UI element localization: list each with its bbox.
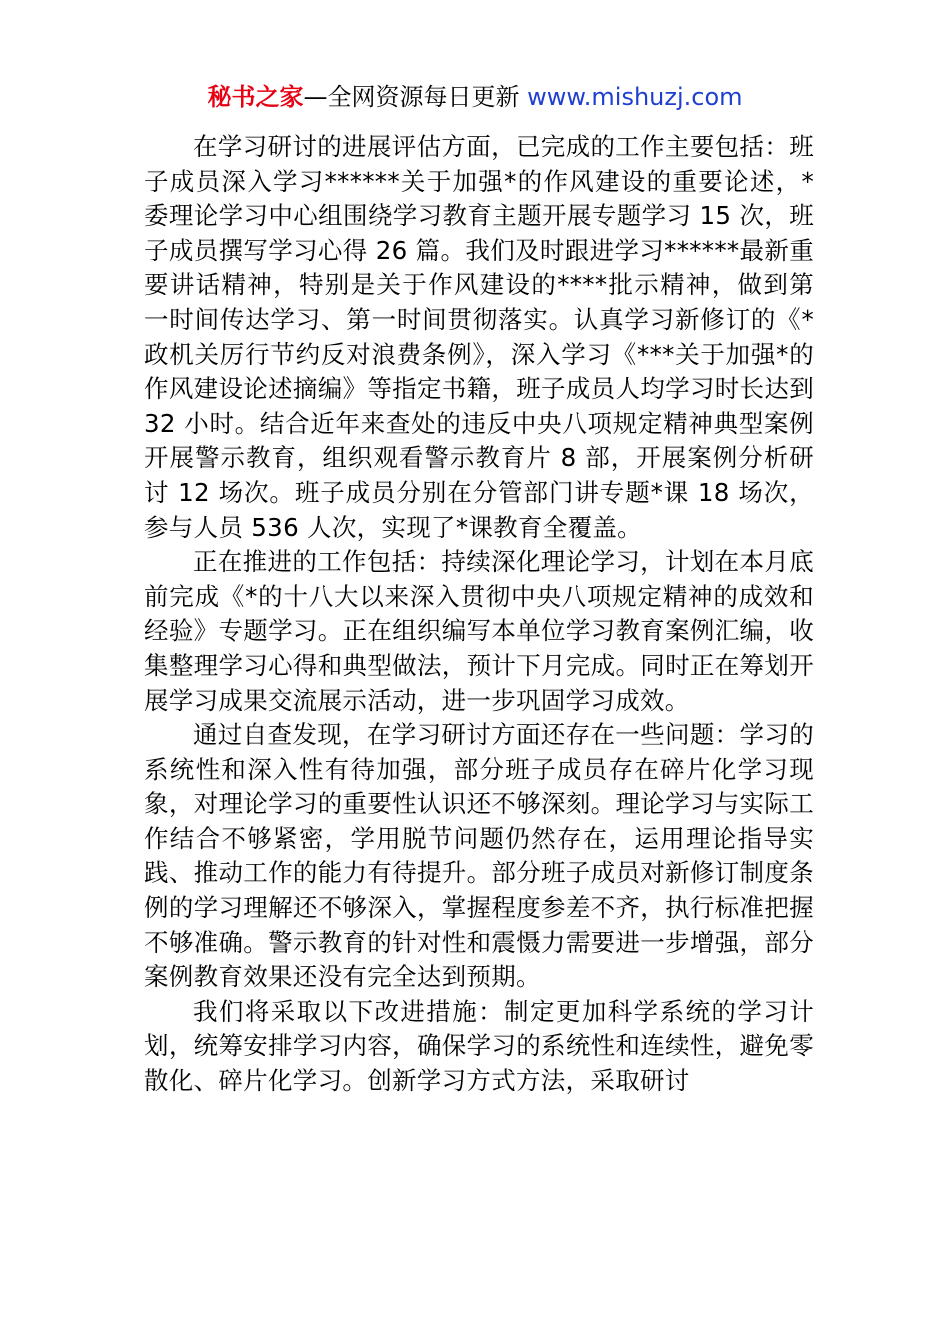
paragraph-improvement-measures: 我们将采取以下改进措施：制定更加科学系统的学习计划，统筹安排学习内容，确保学习的系统性和连续性，避免零散化、碎片化学习。创新学习方式方法，采取研讨 <box>144 996 814 1096</box>
site-url-link[interactable]: www.mishuzj.com <box>527 83 743 111</box>
brand-name: 秘书之家 <box>207 83 304 111</box>
header-tagline: —全网资源每日更新 <box>303 83 528 111</box>
document-body <box>144 130 814 1099</box>
paragraph-progress-assessment: 在学习研讨的进展评估方面，已完成的工作主要包括：班子成员深入学习******关于加强*的作风建设的重要论述，*委理论学习中心组围绕学习教育主题开展专题学习 15 次，班子成员撰写学习心得 26 篇。我们及时跟进学习******最新重要讲话精神，特别是关于作风建设的****批示精神，做到第一时间传达学习、第一时间贯彻落实。认真学习新修订的《*政机关厉行节约反对浪费条例》，深入学习《***关于加强*的作风建设论述摘编》等指定书籍，班子成员人均学习时长达到 32 小时。结合近年来查处的违反中央八项规定精神典型案例开展警示教育，组织观看警示教育片 8 部，开展案例分析研讨 12 场次。班子成员分别在分管部门讲专题*课 18 场次，参与人员 536 人次，实现了*课教育全覆盖。 <box>144 132 814 542</box>
site-header <box>0 80 950 114</box>
paragraph-problems-found: 通过自查发现，在学习研讨方面还存在一些问题：学习的系统性和深入性有待加强，部分班子成员存在碎片化学习现象，对理论学习的重要性认识还不够深刻。理论学习与实际工作结合不够紧密，学用脱节问题仍然存在，运用理论指导实践、推动工作的能力有待提升。部分班子成员对新修订制度条例的学习理解还不够深入，掌握程度参差不齐，执行标准把握不够准确。警示教育的针对性和震慑力需要进一步增强，部分案例教育效果还没有完全达到预期。 <box>144 720 814 992</box>
paragraph-ongoing-work: 正在推进的工作包括：持续深化理论学习，计划在本月底前完成《*的十八大以来深入贯彻中央八项规定精神的成效和经验》专题学习。正在组织编写本单位学习教育案例汇编，收集整理学习心得和典型做法，预计下月完成。同时正在筹划开展学习成果交流展示活动，进一步巩固学习成效。 <box>144 547 814 715</box>
